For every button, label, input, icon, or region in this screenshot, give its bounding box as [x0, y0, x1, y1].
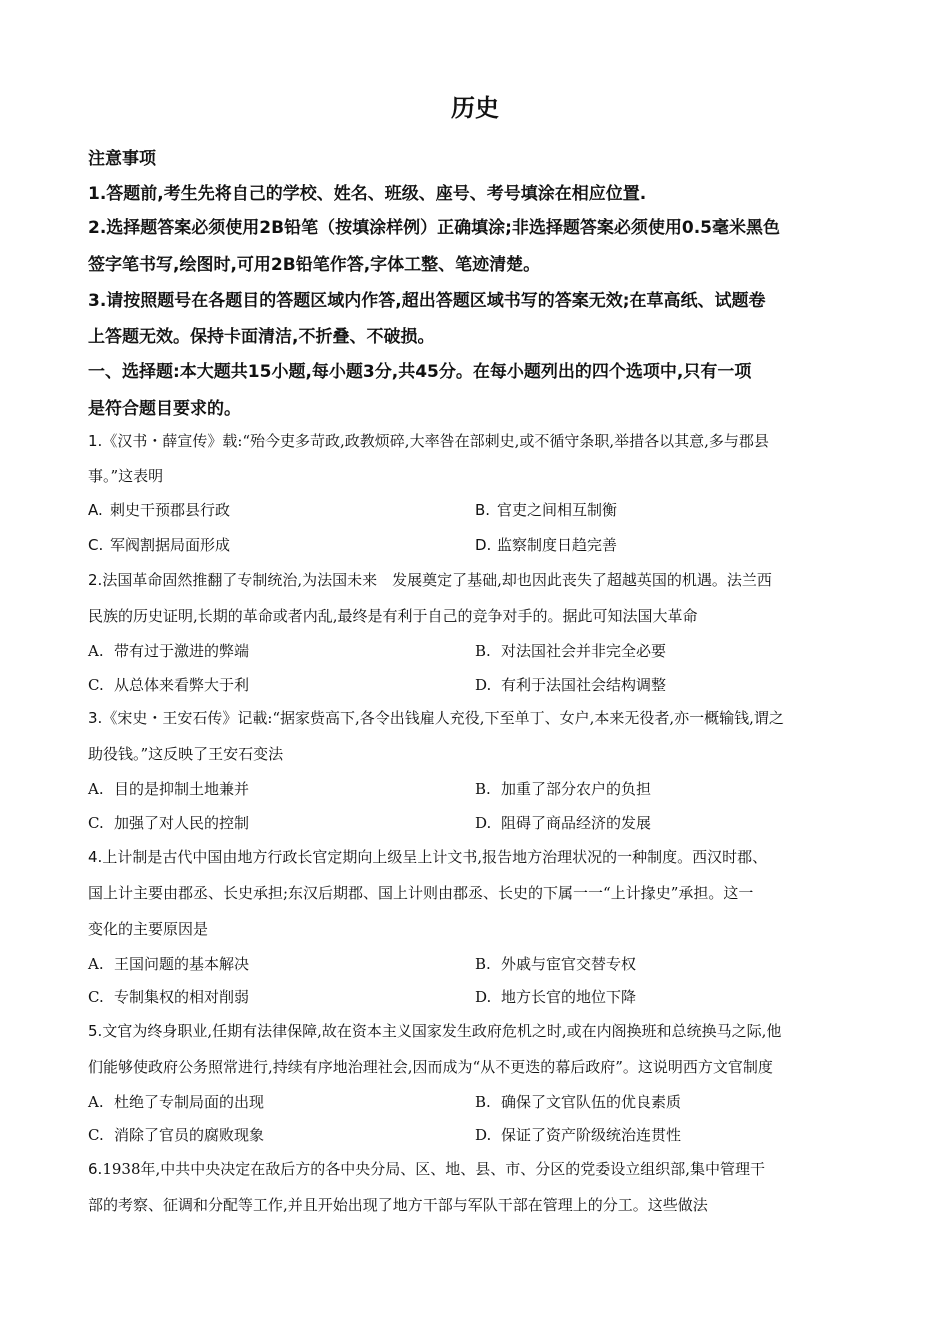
question-3-option-a[interactable]: A. 目的是抑制土地兼并 [88, 780, 250, 798]
question-4-option-d[interactable]: D. 地方长官的地位下降 [475, 988, 637, 1006]
notice-line: 上答题无效。保持卡面清洁,不折叠、不破损。 [88, 327, 435, 347]
question-1-stem-cont: 事。”这表明 [88, 467, 164, 485]
question-number: 3. [88, 709, 103, 727]
question-3-option-b[interactable]: B. 加重了部分农户的负担 [475, 780, 652, 798]
question-number: 1. [88, 432, 103, 450]
question-3-stem: 3.《宋史・王安石传》记載:“据家赀高下,各令出钱雇人充役,下至单丁、女户,本来无役者,亦一概输钱,谓之 [88, 709, 784, 727]
notice-line: 2.选择题答案必须使用2B铅笔（按填涂样例）正确填涂;非选择题答案必须使用0.5毫米黑色 [88, 218, 780, 238]
question-3-option-c[interactable]: C. 加强了对人民的控制 [88, 814, 250, 832]
question-2-stem-cont: 民族的历史证明,长期的革命或者内乱,最终是有利于自己的竞争对手的。据此可知法国大革命 [88, 607, 698, 625]
question-4-option-b[interactable]: B. 外戚与宦官交替专权 [475, 955, 637, 973]
question-number: 5. [88, 1022, 103, 1040]
question-number: 2. [88, 571, 103, 589]
question-4-option-a[interactable]: A. 王国问题的基本解决 [88, 955, 250, 973]
question-2-stem: 2.法国革命固然推翻了专制统治,为法国未来 发展奠定了基础,却也因此丧失了超越英国的机遇。法兰西 [88, 571, 772, 589]
question-5-stem-cont: 们能够使政府公务照常进行,持续有序地治理社会,因而成为“从不更迭的幕后政府”。这说明西方文官制度 [88, 1058, 773, 1076]
question-5-stem: 5.文官为终身职业,任期有法律保障,故在资本主义国家发生政府危机之时,或在内阁换班和总统换马之际,他 [88, 1022, 782, 1040]
question-5-option-b[interactable]: B. 确保了文官队伍的优良素质 [475, 1093, 682, 1111]
question-1-option-c[interactable]: C. 军阀割据局面形成 [88, 536, 231, 554]
question-5-option-d[interactable]: D. 保证了资产阶级统治连贯性 [475, 1126, 682, 1144]
question-5-option-a[interactable]: A. 杜绝了专制局面的出现 [88, 1093, 265, 1111]
question-1-stem: 1.《汉书・薛宣传》载:“殆今吏多苛政,政教烦碎,大率咎在部刺史,或不循守条职,举措各以其意,多与郡县 [88, 432, 769, 450]
notice-line: 签字笔书写,绘图时,可用2B铅笔作答,字体工整、笔迹清楚。 [88, 255, 541, 275]
question-number: 4. [88, 848, 103, 866]
question-4-stem-cont: 国上计主要由郡丞、长史承担;东汉后期郡、国上计则由郡丞、长史的下属一一“上计掾史”承担。这一 [88, 884, 754, 902]
question-1-option-d[interactable]: D. 监察制度日趋完善 [475, 536, 618, 554]
question-4-stem-cont: 变化的主要原因是 [88, 920, 209, 938]
page-title: 历史 [451, 94, 499, 122]
notice-line: 3.请按照题号在各题目的答题区域内作答,超出答题区域书写的答案无效;在草高纸、试题卷 [88, 291, 766, 311]
section-heading: 一、选择题:本大题共15小题,每小题3分,共45分。在每小题列出的四个选项中,只有一项 [88, 362, 752, 382]
question-5-option-c[interactable]: C. 消除了官员的腐败现象 [88, 1126, 265, 1144]
question-1-option-a[interactable]: A. 刺史干预郡县行政 [88, 501, 231, 519]
question-3-option-d[interactable]: D. 阻碍了商品经济的发展 [475, 814, 652, 832]
question-6-stem: 6.1938年,中共中央决定在敌后方的各中央分局、区、地、县、市、分区的党委设立组织部,集中管理干 [88, 1160, 766, 1178]
question-4-stem: 4.上计制是古代中国由地方行政长官定期向上级呈上计文书,报告地方治理状况的一种制度。西汉时郡、 [88, 848, 768, 866]
question-number: 6. [88, 1160, 103, 1178]
question-1-option-b[interactable]: B. 官吏之间相互制衡 [475, 501, 618, 519]
question-2-option-d[interactable]: D. 有利于法国社会结构调整 [475, 676, 667, 694]
question-2-option-b[interactable]: B. 对法国社会并非完全必要 [475, 642, 667, 660]
question-2-option-a[interactable]: A. 带有过于激进的弊端 [88, 642, 250, 660]
notice-line: 1.答题前,考生先将自己的学校、姓名、班级、座号、考号填涂在相应位置. [88, 184, 647, 204]
section-heading: 是符合题目要求的。 [88, 399, 241, 419]
question-6-stem-cont: 部的考察、征调和分配等工作,并且开始出现了地方干部与军队干部在管理上的分工。这些做法 [88, 1196, 708, 1214]
question-3-stem-cont: 助役钱。”这反映了王安石变法 [88, 745, 284, 763]
question-4-option-c[interactable]: C. 专制集权的相对削弱 [88, 988, 250, 1006]
notice-heading: 注意事项 [88, 149, 156, 169]
question-2-option-c[interactable]: C. 从总体来看弊大于利 [88, 676, 250, 694]
